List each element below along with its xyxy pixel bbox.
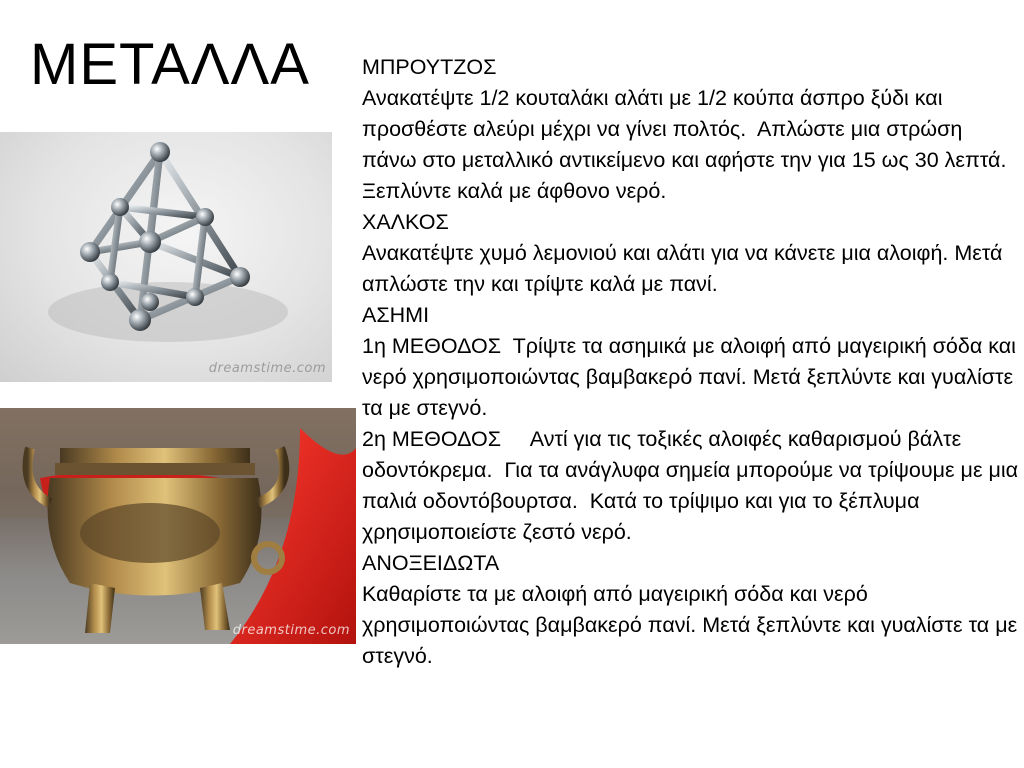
- section-body-copper: Ανακατέψτε χυμό λεμονιού και αλάτι για να κάνετε μια αλοιφή. Μετά απλώστε την και τρίψτε καλά με πανί.: [362, 241, 1009, 296]
- slide-title: ΜΕΤΑΛΛΑ: [30, 32, 310, 97]
- pyramid-illustration: [0, 132, 332, 382]
- section-heading-silver: ΑΣΗΜΙ: [362, 303, 430, 327]
- pyramid-of-metal-rods-image: [0, 132, 332, 382]
- section-body-silver-method-2: 2η ΜΕΘΟΔΟΣ Αντί για τις τοξικές αλοιφές καθαρισμού βάλτε οδοντόκρεμα. Για τα ανάγλυφα σημεία μπορούμε να τρίψουμε με μια παλιά οδοντόβουρτσα. Κατά το τρίψιμο και για το ξέπλυμα χρησιμοποιείστε ζεστό νερό.: [362, 427, 1024, 544]
- section-body-stainless: Καθαρίστε τα με αλοιφή από μαγειρική σόδα και νερό χρησιμοποιώντας βαμβακερό πανί. Μετά ξεπλύντε και γυαλίστε τα με στεγνό.: [362, 582, 1024, 668]
- section-body-silver-method-1: 1η ΜΕΘΟΔΟΣ Τρίψτε τα ασημικά με αλοιφή από μαγειρική σόδα και νερό χρησιμοποιώντας βαμβακερό πανί. Μετά ξεπλύντε και γυαλίστε τα με στεγνό.: [362, 334, 1022, 420]
- pot-illustration: [0, 408, 356, 644]
- cleaning-instructions: [362, 52, 1022, 672]
- section-heading-stainless: ΑΝΟΞΕΙΔΩΤΑ: [362, 551, 500, 575]
- section-body-bronze: Ανακατέψτε 1/2 κουταλάκι αλάτι με 1/2 κούπα άσπρο ξύδι και προσθέστε αλεύρι μέχρι να γίνει πολτός. Απλώστε μια στρώση πάνω στο μεταλλικό αντικείμενο και αφήστε την για 15 ως 30 λεπτά. Ξεπλύντε καλά με άφθονο νερό.: [362, 86, 1013, 203]
- section-heading-bronze: ΜΠΡΟΥΤΖΟΣ: [362, 55, 497, 79]
- bronze-ornate-pot-image: [0, 408, 356, 644]
- pot-watermark: dreamstime.com: [232, 623, 350, 638]
- pyramid-watermark: dreamstime.com: [208, 361, 326, 376]
- section-heading-copper: ΧΑΛΚΟΣ: [362, 210, 449, 234]
